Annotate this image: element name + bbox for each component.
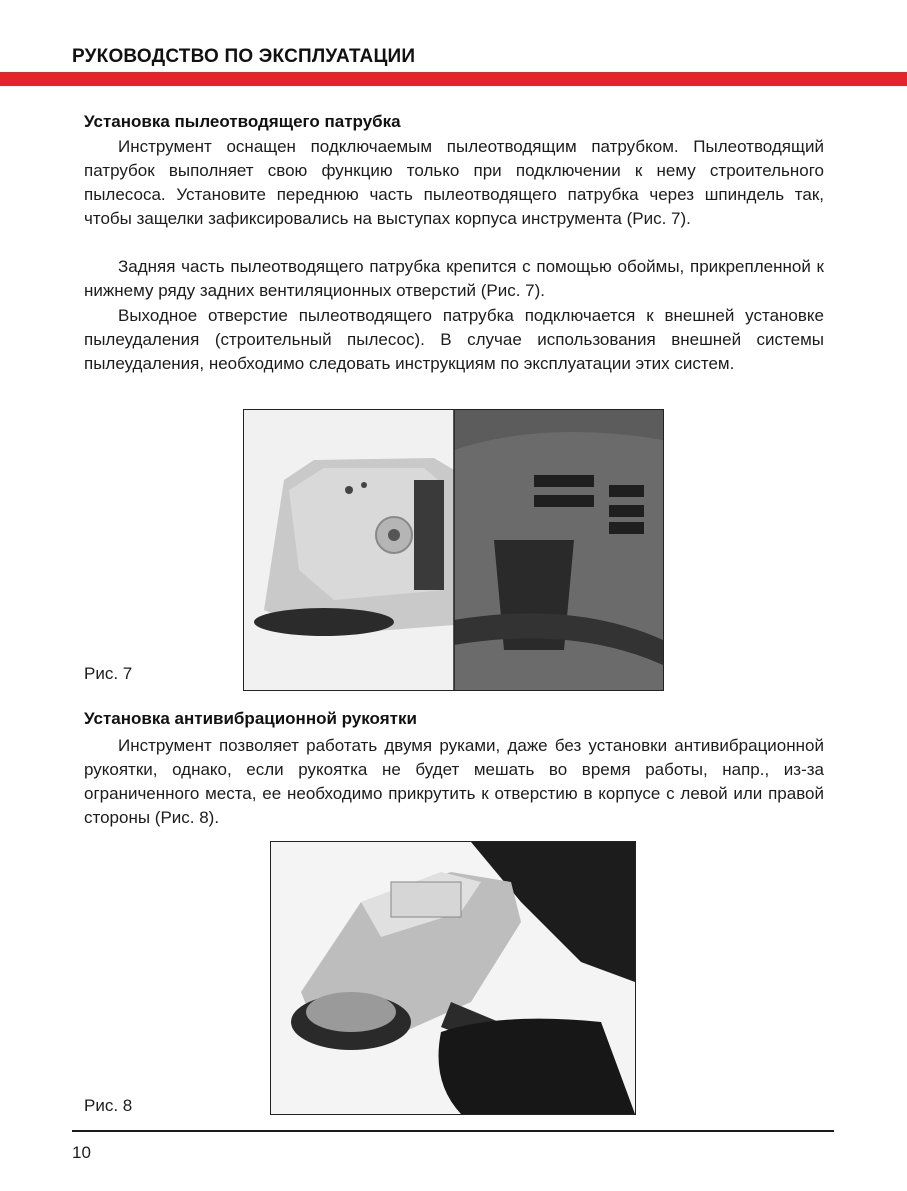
section-title-dust-port: Установка пылеотводящего патрубка — [84, 112, 401, 131]
page-header-title: РУКОВОДСТВО ПО ЭКСПЛУАТАЦИИ — [72, 46, 416, 67]
paragraph-dust-port-3: Выходное отверстие пылеотводящего патрубка подключается к внешней установке пылеудаления (строительный пылесос). В случае использования внешней системы пылеудаления, необходимо следовать инструкциям по эксплуатации этих систем. — [84, 306, 824, 373]
figure-7-caption: Рис. 7 — [84, 664, 133, 683]
paragraph-dust-port-1: Инструмент оснащен подключаемым пылеотводящим патрубком. Пылеотводящий патрубок выполняет свою функцию только при подключении к нему строительного пылесоса. Установите переднюю часть пылеотводящего патрубка через шпиндель так, чтобы защелки зафиксировались на выступах корпуса инструмента (Рис. 7). — [84, 137, 824, 228]
header-red-bar — [0, 72, 907, 86]
figure-8-caption: Рис. 8 — [84, 1096, 133, 1115]
footer-rule — [72, 1130, 834, 1132]
paragraph-handle-1: Инструмент позволяет работать двумя руками, даже без установки антивибрационной рукоятки, однако, если рукоятка не будет мешать во время работы, напр., из-за ограниченного места, ее необходимо прикрутить к отверстию в корпусе с левой или правой стороны (Рис. 8). — [84, 736, 824, 827]
paragraph-dust-port-2: Задняя часть пылеотводящего патрубка крепится с помощью обоймы, прикрепленной к нижнему ряду задних вентиляционных отверстий (Рис. 7). — [84, 257, 824, 300]
figure-8-photo — [270, 841, 636, 1115]
figure-7-photo — [243, 409, 664, 691]
section-title-handle: Установка антивибрационной рукоятки — [84, 709, 417, 728]
page-number: 10 — [72, 1143, 91, 1162]
